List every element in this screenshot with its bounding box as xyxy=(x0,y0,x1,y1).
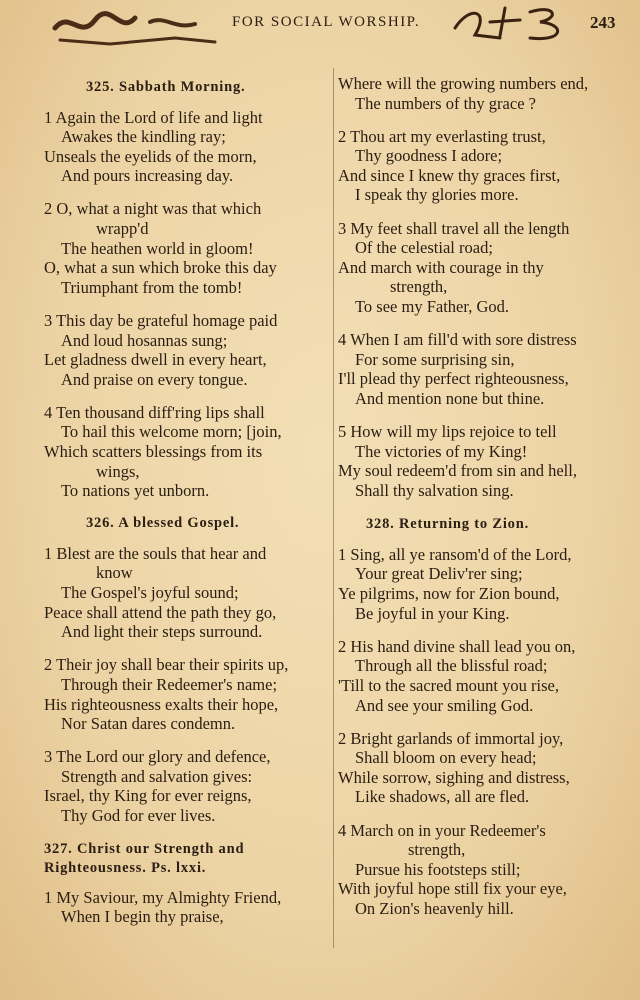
verse-line: 2 His hand divine shall lead you on, xyxy=(338,636,576,656)
verse-line: While sorrow, sighing and distress, xyxy=(338,767,570,787)
verse-line: Through their Redeemer's name; xyxy=(61,674,278,694)
verse-line: And light their steps surround. xyxy=(61,622,263,642)
hymn-326-title: 326. A blessed Gospel. xyxy=(86,515,240,532)
verse-line: Shall bloom on every head; xyxy=(355,748,537,768)
verse-line: Be joyful in your King. xyxy=(355,603,510,623)
verse-line: Where will the growing numbers end, xyxy=(338,74,589,93)
hymn-328-stanza-2 xyxy=(338,637,628,715)
verse-line: strength, xyxy=(390,277,448,297)
left-column xyxy=(44,74,329,940)
verse-line: Shall thy salvation sing. xyxy=(355,480,514,500)
hymn-325-stanza-3 xyxy=(44,311,329,389)
hymn-326-stanza-1 xyxy=(44,544,329,642)
verse-line: And see your smiling God. xyxy=(355,695,534,715)
hymn-326-stanza-2 xyxy=(44,655,329,733)
hymn-327-stanza-3 xyxy=(338,219,628,317)
hymn-328-stanza-1 xyxy=(338,545,628,623)
hymn-327-stanza-5 xyxy=(338,422,628,500)
verse-line: Awakes the kindling ray; xyxy=(61,127,226,147)
verse-line: Triumphant from the tomb! xyxy=(61,277,243,297)
hymn-327-stanza-2 xyxy=(338,127,628,205)
verse-line: The Gospel's joyful sound; xyxy=(61,583,239,603)
verse-line: Israel, thy King for ever reigns, xyxy=(44,786,252,806)
verse-line: 5 How will my lips rejoice to tell xyxy=(338,421,557,441)
hymn-327-title xyxy=(44,840,329,878)
verse-line: Unseals the eyelids of the morn, xyxy=(44,146,257,166)
verse-line: To hail this welcome morn; [join, xyxy=(61,422,282,442)
verse-line: Of the celestial road; xyxy=(355,238,493,258)
verse-line: For some surprising sin, xyxy=(355,349,515,369)
verse-line: Thy goodness I adore; xyxy=(355,146,503,166)
verse-line: Let gladness dwell in every heart, xyxy=(44,350,267,370)
verse-line: 'Till to the sacred mount you rise, xyxy=(338,675,559,695)
hymn-325-title: 325. Sabbath Morning. xyxy=(86,79,246,95)
hymn-328-stanza-4 xyxy=(338,821,628,919)
hymn-327-stanza-1-cont xyxy=(338,74,628,113)
verse-line: strength, xyxy=(408,840,466,860)
verse-line: 2 Their joy shall bear their spirits up, xyxy=(44,655,289,675)
verse-line: 3 My feet shall travel all the length xyxy=(338,218,570,238)
verse-line: I speak thy glories more. xyxy=(355,185,519,205)
verse-line: And praise on every tongue. xyxy=(61,369,248,389)
hymn-325-stanza-2 xyxy=(44,199,329,297)
verse-line: Thy God for ever lives. xyxy=(61,806,216,825)
verse-line: And since I knew thy graces first, xyxy=(338,165,561,185)
verse-line: The victories of my King! xyxy=(355,441,528,461)
verse-line: And mention none but thine. xyxy=(355,388,545,408)
verse-line: 1 Again the Lord of life and light xyxy=(44,107,263,127)
verse-line: Peace shall attend the path they go, xyxy=(44,602,277,622)
page-number: 243 xyxy=(590,13,616,32)
verse-line: My soul redeem'd from sin and hell, xyxy=(338,461,577,481)
hymn-327-stanza-4 xyxy=(338,330,628,408)
hymn-326-stanza-3 xyxy=(44,747,329,825)
verse-line: Which scatters blessings from its xyxy=(44,442,263,461)
verse-line: The numbers of thy grace ? xyxy=(355,93,536,113)
hymn-327-stanza-1 xyxy=(44,888,329,927)
verse-line: Your great Deliv'rer sing; xyxy=(355,564,523,584)
verse-line: And loud hosannas sung; xyxy=(61,330,228,350)
verse-line: Nor Satan dares condemn. xyxy=(61,714,236,734)
verse-line: 3 This day be grateful homage paid xyxy=(44,310,278,330)
hymn-327-title-line-2: Righteousness. Ps. lxxi. xyxy=(44,859,207,876)
verse-line: I'll plead thy perfect righteousness, xyxy=(338,369,569,389)
hymn-325-stanza-1 xyxy=(44,108,329,186)
verse-line: To nations yet unborn. xyxy=(61,481,210,501)
verse-line: To see my Father, God. xyxy=(355,296,509,316)
verse-line: Through all the blissful road; xyxy=(355,656,548,676)
page-header xyxy=(0,0,640,50)
verse-line: wrapp'd xyxy=(96,219,149,239)
verse-line: wings, xyxy=(96,461,140,481)
verse-line: Ye pilgrims, now for Zion bound, xyxy=(338,584,560,604)
verse-line: O, what a sun which broke this day xyxy=(44,258,277,278)
hymn-325-stanza-4 xyxy=(44,403,329,501)
verse-line: Pursue his footsteps still; xyxy=(355,859,521,879)
verse-line: His righteousness exalts their hope, xyxy=(44,694,279,714)
verse-line: 2 Thou art my everlasting trust, xyxy=(338,126,546,146)
verse-line: know xyxy=(96,563,133,583)
verse-line: And pours increasing day. xyxy=(61,166,234,186)
verse-line: When I begin thy praise, xyxy=(61,907,224,927)
verse-line: 4 Ten thousand diff'ring lips shall xyxy=(44,402,265,422)
hymn-328-stanza-3 xyxy=(338,729,628,807)
verse-line: 1 My Saviour, my Almighty Friend, xyxy=(44,887,282,907)
verse-line: 2 Bright garlands of immortal joy, xyxy=(338,728,564,748)
hymn-328-title: 328. Returning to Zion. xyxy=(366,516,530,533)
verse-line: The heathen world in gloom! xyxy=(61,238,254,258)
right-column xyxy=(338,74,628,932)
column-divider xyxy=(333,68,334,948)
verse-line: And march with courage in thy xyxy=(338,257,544,277)
verse-line: Strength and salvation gives: xyxy=(61,766,253,786)
verse-line: 3 The Lord our glory and defence, xyxy=(44,747,271,767)
verse-line: Like shadows, all are fled. xyxy=(355,787,530,807)
verse-line: 1 Blest are the souls that hear and xyxy=(44,543,267,563)
verse-line: 2 O, what a night was that which xyxy=(44,199,262,219)
hymn-327-title-line-1: 327. Christ our Strength and xyxy=(44,840,245,857)
verse-line: With joyful hope still fix your eye, xyxy=(338,879,567,899)
verse-line: 4 When I am fill'd with sore distress xyxy=(338,330,577,350)
verse-line: 1 Sing, all ye ransom'd of the Lord, xyxy=(338,544,572,564)
verse-line: 4 March on in your Redeemer's xyxy=(338,820,546,840)
verse-line: On Zion's heavenly hill. xyxy=(355,898,514,918)
running-head: FOR SOCIAL WORSHIP. xyxy=(232,14,421,30)
